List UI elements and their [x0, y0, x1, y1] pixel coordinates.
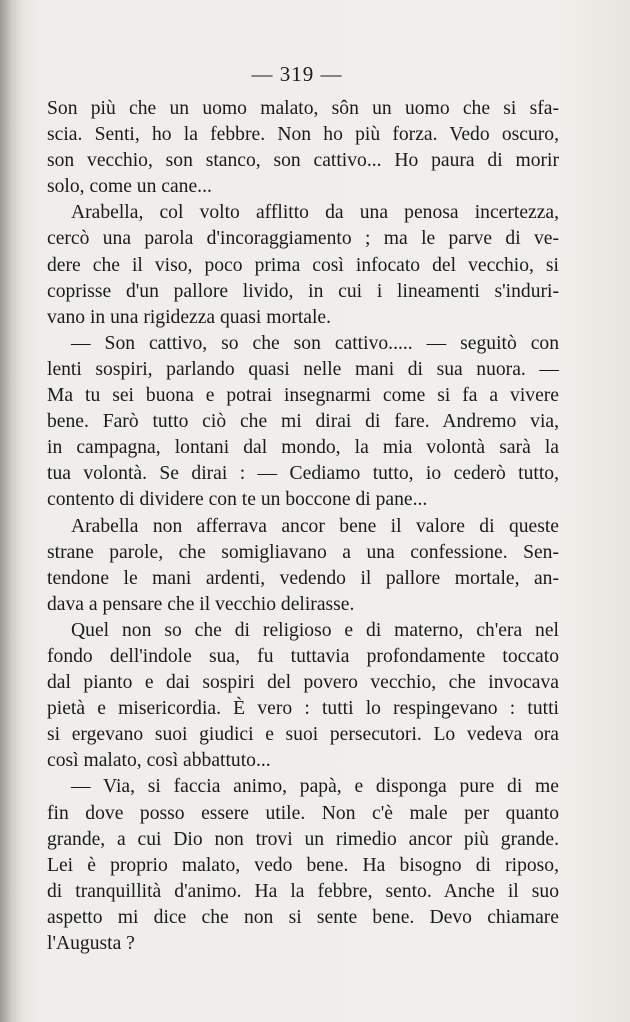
paragraph-2	[47, 200, 559, 330]
text-line: aspetto mi dice che non si sente bene. Devo chiamare	[47, 906, 559, 928]
text-line: in campagna, lontani dal mondo, la mia volontà sarà la	[47, 437, 559, 459]
text-line: Quel non so che di religioso e di materno, ch'era nel	[71, 619, 559, 641]
text-line: pietà e misericordia. È vero : tutti lo respingevano : tutti	[47, 698, 559, 720]
text-line: scia. Senti, ho la febbre. Non ho più forza. Vedo oscuro,	[47, 124, 559, 146]
text-line: tua volontà. Se dirai : — Cediamo tutto, io cederò tutto,	[47, 463, 559, 485]
text-line: — Via, si faccia animo, papà, e disponga pure di me	[71, 776, 559, 798]
text-line: Arabella non afferrava ancor bene il valore di queste	[71, 515, 559, 537]
text-line: vano in una rigidezza quasi mortale.	[47, 306, 332, 328]
text-line: così malato, così abbattuto...	[47, 750, 271, 772]
spine-shadow	[0, 0, 22, 1022]
paragraph-3	[47, 331, 559, 514]
text-line: solo, come un cane...	[47, 176, 212, 198]
text-line: si ergevano suoi giudici e suoi persecutori. Lo vedeva ora	[47, 724, 559, 746]
text-line: di tranquillità d'animo. Ha la febbre, sento. Anche il suo	[47, 880, 559, 902]
paragraph-5	[47, 618, 559, 775]
text-line: son vecchio, son stanco, son cattivo... Ho paura di morir	[47, 150, 559, 172]
text-line: — Son cattivo, so che son cattivo..... — seguitò con	[71, 332, 559, 354]
text-line: strane parole, che somigliavano a una confessione. Sen-	[47, 541, 559, 563]
body-text	[47, 96, 559, 957]
text-line: fin dove posso essere utile. Non c'è male per quanto	[47, 802, 559, 824]
page-number: — 319 —	[251, 62, 343, 86]
paragraph-1	[47, 96, 559, 200]
text-line: dere che il viso, poco prima così infocato del vecchio, si	[47, 254, 559, 276]
text-line: fondo dell'indole sua, fu tuttavia profondamente toccato	[47, 645, 559, 667]
text-line: bene. Farò tutto ciò che mi dirai di fare. Andremo via,	[47, 411, 559, 433]
text-line: grande, a cui Dio non trovi un rimedio ancor più grande.	[47, 828, 559, 850]
text-line: l'Augusta ?	[47, 933, 135, 954]
text-line: dal pianto e dai sospiri del povero vecchio, che invocava	[47, 672, 559, 694]
text-line: lenti sospiri, parlando quasi nelle mani di sua nuora. —	[47, 358, 559, 380]
text-line: Ma tu sei buona e potrai insegnarmi come si fa a vivere	[47, 385, 559, 407]
text-line: dava a pensare che il vecchio delirasse.	[47, 593, 355, 615]
text-line: Lei è proprio malato, vedo bene. Ha bisogno di riposo,	[47, 854, 559, 876]
text-line: coprisse d'un pallore livido, in cui i lineamenti s'induri-	[47, 280, 559, 302]
text-line: contento di dividere con te un boccone di pane...	[47, 489, 428, 511]
text-line: Son più che un uomo malato, sôn un uomo che si sfa-	[47, 98, 559, 119]
text-line: Arabella, col volto afflitto da una penosa incertezza,	[71, 202, 559, 224]
text-line: tendone le mani ardenti, vedendo il pallore mortale, an-	[47, 567, 559, 589]
text-line: cercò una parola d'incoraggiamento ; ma le parve di ve-	[47, 228, 559, 250]
paragraph-6	[47, 774, 559, 957]
paragraph-4	[47, 514, 559, 618]
